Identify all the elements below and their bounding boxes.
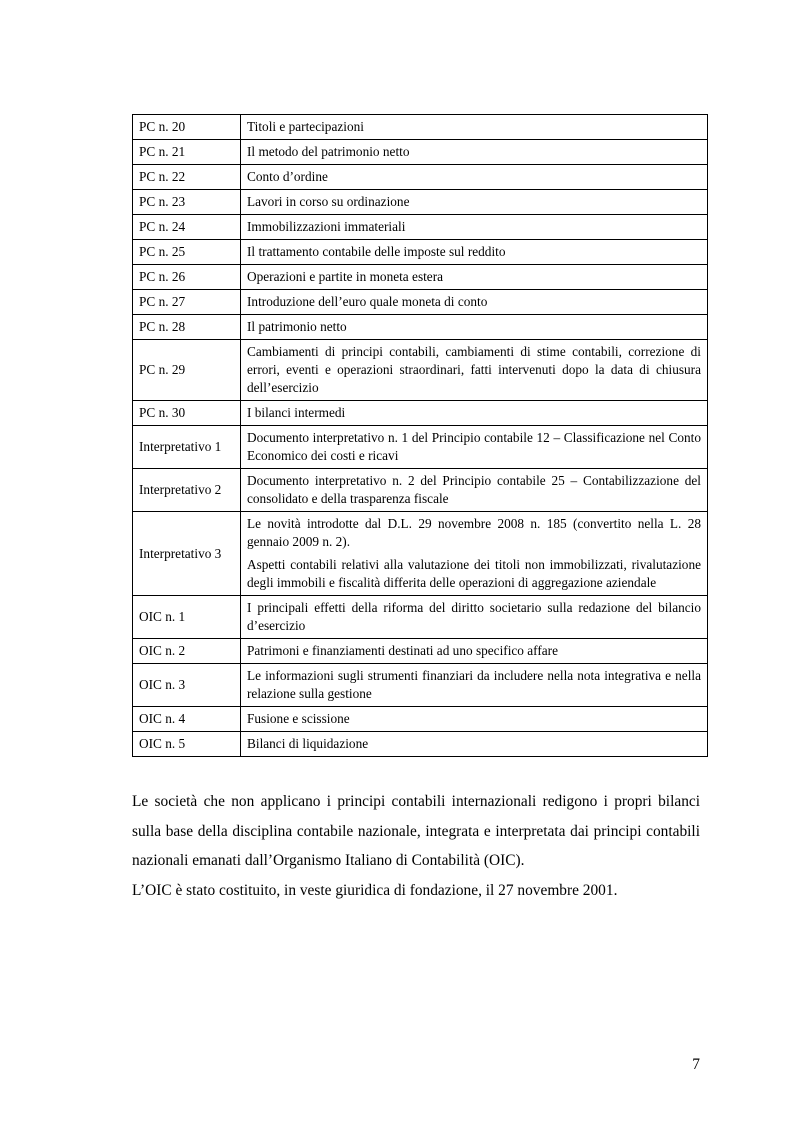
table-row (133, 469, 708, 512)
table-row (133, 732, 708, 757)
principle-description (241, 215, 708, 240)
description-paragraph: Aspetti contabili relativi alla valutazione dei titoli non immobilizzati, rivalutazione degli immobili e fiscalità differita delle operazioni di aggregazione aziendale (247, 557, 701, 590)
table-row (133, 596, 708, 639)
principle-description (241, 165, 708, 190)
body-text (132, 787, 700, 905)
table-row (133, 215, 708, 240)
principle-description (241, 290, 708, 315)
description-paragraph: Le informazioni sugli strumenti finanziari da includere nella nota integrativa e nella relazione sulla gestione (247, 668, 701, 701)
principle-description (241, 426, 708, 469)
description-paragraph: I principali effetti della riforma del diritto societario sulla redazione del bilancio d’esercizio (247, 600, 701, 633)
principle-code: Interpretativo 3 (133, 512, 241, 596)
principle-description (241, 115, 708, 140)
principle-code: Interpretativo 1 (133, 426, 241, 469)
table-row (133, 165, 708, 190)
principle-description (241, 140, 708, 165)
principle-description (241, 639, 708, 664)
principle-code: PC n. 30 (133, 401, 241, 426)
table-row (133, 115, 708, 140)
description-paragraph: Il trattamento contabile delle imposte sul reddito (247, 244, 506, 259)
table-row (133, 707, 708, 732)
description-paragraph: Conto d’ordine (247, 169, 328, 184)
table-row (133, 664, 708, 707)
paragraph: Le società che non applicano i principi contabili internazionali redigono i propri bilanci sulla base della disciplina contabile nazionale, integrata e interpretata dai principi contabili nazionali emanati dall’Organismo Italiano di Contabilità (OIC). (132, 793, 700, 869)
principle-code: PC n. 21 (133, 140, 241, 165)
table-row (133, 290, 708, 315)
table-row (133, 265, 708, 290)
description-paragraph: Immobilizzazioni immateriali (247, 219, 406, 234)
principle-code: PC n. 22 (133, 165, 241, 190)
principle-code: OIC n. 2 (133, 639, 241, 664)
description-paragraph: Operazioni e partite in moneta estera (247, 269, 444, 284)
description-paragraph: Le novità introdotte dal D.L. 29 novembre 2008 n. 185 (convertito nella L. 28 gennaio 2009 n. 2). (247, 516, 701, 549)
table-row (133, 190, 708, 215)
description-paragraph: Bilanci di liquidazione (247, 736, 369, 751)
description-paragraph: Documento interpretativo n. 1 del Principio contabile 12 – Classificazione nel Conto Economico dei costi e ricavi (247, 430, 701, 463)
principle-description (241, 265, 708, 290)
principle-description (241, 732, 708, 757)
description-paragraph: Fusione e scissione (247, 711, 350, 726)
table-row (133, 340, 708, 401)
principle-description (241, 596, 708, 639)
description-paragraph: Cambiamenti di principi contabili, cambiamenti di stime contabili, correzione di errori, eventi e operazioni straordinari, fatti intervenuti dopo la data di chiusura dell’esercizio (247, 344, 701, 395)
table-row (133, 315, 708, 340)
principle-code: PC n. 29 (133, 340, 241, 401)
principle-code: OIC n. 4 (133, 707, 241, 732)
principle-description (241, 512, 708, 596)
table-body (133, 115, 708, 757)
table-row (133, 240, 708, 265)
principle-description (241, 315, 708, 340)
principle-code: PC n. 23 (133, 190, 241, 215)
description-paragraph: Introduzione dell’euro quale moneta di conto (247, 294, 488, 309)
principle-description (241, 190, 708, 215)
table-row (133, 140, 708, 165)
principle-code: PC n. 27 (133, 290, 241, 315)
description-paragraph: I bilanci intermedi (247, 405, 346, 420)
table-row (133, 401, 708, 426)
page-number: 7 (692, 1056, 700, 1073)
principle-code: PC n. 24 (133, 215, 241, 240)
principle-description (241, 469, 708, 512)
principle-description (241, 707, 708, 732)
accounting-principles-table (132, 114, 708, 757)
principle-code: PC n. 26 (133, 265, 241, 290)
principle-description (241, 664, 708, 707)
principle-code: PC n. 20 (133, 115, 241, 140)
table-row (133, 426, 708, 469)
table-row (133, 512, 708, 596)
principle-code: OIC n. 3 (133, 664, 241, 707)
description-paragraph: Documento interpretativo n. 2 del Principio contabile 25 – Contabilizzazione del consolidato e della trasparenza fiscale (247, 473, 701, 506)
principle-code: Interpretativo 2 (133, 469, 241, 512)
principle-code: PC n. 25 (133, 240, 241, 265)
paragraph: L’OIC è stato costituito, in veste giuridica di fondazione, il 27 novembre 2001. (132, 881, 618, 899)
table-row (133, 639, 708, 664)
description-paragraph: Patrimoni e finanziamenti destinati ad uno specifico affare (247, 643, 559, 658)
principle-description (241, 240, 708, 265)
description-paragraph: Il metodo del patrimonio netto (247, 144, 410, 159)
principle-code: OIC n. 1 (133, 596, 241, 639)
description-paragraph: Titoli e partecipazioni (247, 119, 364, 134)
principle-description (241, 340, 708, 401)
principle-description (241, 401, 708, 426)
principle-code: PC n. 28 (133, 315, 241, 340)
description-paragraph: Lavori in corso su ordinazione (247, 194, 410, 209)
description-paragraph: Il patrimonio netto (247, 319, 347, 334)
principle-code: OIC n. 5 (133, 732, 241, 757)
